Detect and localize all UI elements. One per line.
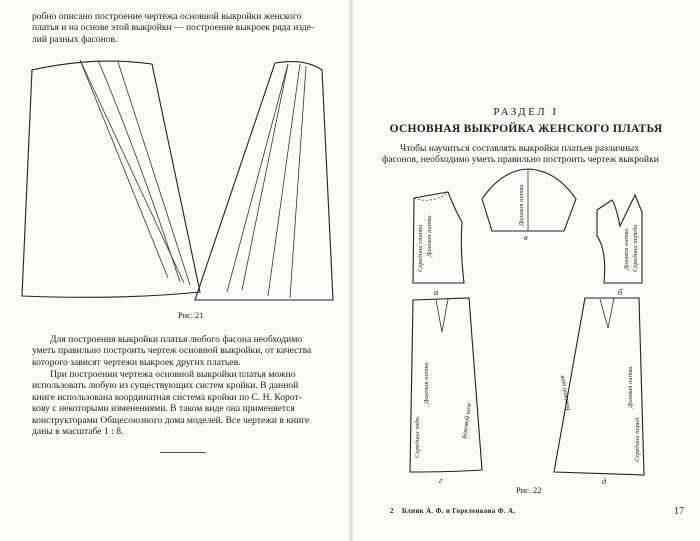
text-line: кову с некоторыми изменениями. В таком виде она применяется [32, 403, 295, 415]
skirt-drawing-fig21 [0, 0, 352, 320]
label-back-grain: Долевая нитка [426, 215, 433, 257]
text-line: использовать любую из существующих систем кройки. В данной [32, 380, 299, 392]
text-line: которого зависят чертежи выкроек других платьев. [32, 356, 241, 368]
text-line: При построении чертежа основной выкройки платья можно [50, 369, 296, 380]
end-rule [160, 452, 206, 453]
dress-pattern-drawing-fig22 [352, 0, 700, 541]
sleeve-pattern [482, 169, 576, 231]
label-front-center: Середина переда [632, 224, 639, 272]
figure-caption: Рис. 22 [516, 486, 542, 495]
text-line: фасонов, необходимо уметь правильно построить чертеж выкройки [382, 154, 659, 166]
label-front-skirt-center: Середина перед. [634, 416, 641, 462]
skirt-pattern-right [195, 62, 333, 300]
footer-number: 2 [390, 508, 394, 515]
text-line: даны в масштабе 1 : 8. [32, 426, 124, 438]
label-back-skirt-center: Середина задн. [414, 415, 421, 458]
figure-caption: Рис. 21 [178, 311, 204, 320]
label-front-skirt-side: Боковой шов [558, 374, 572, 411]
letter-g: г [439, 475, 443, 485]
text-line: Для построения выкройки платья любого фасона необходимо [50, 334, 303, 345]
label-sleeve-grain: Долевая нитка [518, 184, 525, 226]
text-line: книге использована координатная система кройки по С. Н. Корот- [32, 391, 302, 403]
text-line: Чтобы научиться составлять выкройки платьев различных [400, 143, 640, 154]
letter-b: б [618, 287, 623, 297]
text-line: уметь правильно построить чертеж основной выкройки, от качества [32, 345, 312, 357]
text-line: лий разных фасонов. [32, 33, 118, 45]
page-number: 17 [674, 506, 684, 517]
text-line: робно описано построение чертежа основной выкройки женского [32, 11, 302, 22]
label-back-center: Середина спинки [417, 224, 424, 272]
letter-a: а [434, 287, 439, 297]
letter-v: в [524, 232, 528, 242]
label-front-grain: Долевая нитка [623, 228, 630, 270]
footer-credit: Блинк А. Ф. и Гореленкова Ф. А. [402, 508, 516, 515]
label-back-skirt-side: Боковой шов [461, 402, 473, 439]
label-back-skirt-grain: Долевая нитка [423, 362, 430, 404]
left-paragraph-1 [32, 334, 338, 368]
left-paragraph-2 [32, 369, 338, 437]
section-label: РАЗДЕЛ I [493, 106, 559, 118]
section-title: ОСНОВНАЯ ВЫКРОЙКА ЖЕНСКОГО ПЛАТЬЯ [389, 123, 663, 135]
label-front-skirt-grain: Долевая нитка [627, 366, 634, 408]
text-line: платья и на основе этой выкройки — построение выкроек ряда изде- [32, 22, 315, 34]
text-line: конструкторами Общесоюзного дома моделей. Все чертежи в книге [32, 414, 310, 426]
skirt-pattern-left [22, 60, 200, 297]
right-page [352, 0, 700, 541]
letter-d: д [602, 476, 607, 486]
